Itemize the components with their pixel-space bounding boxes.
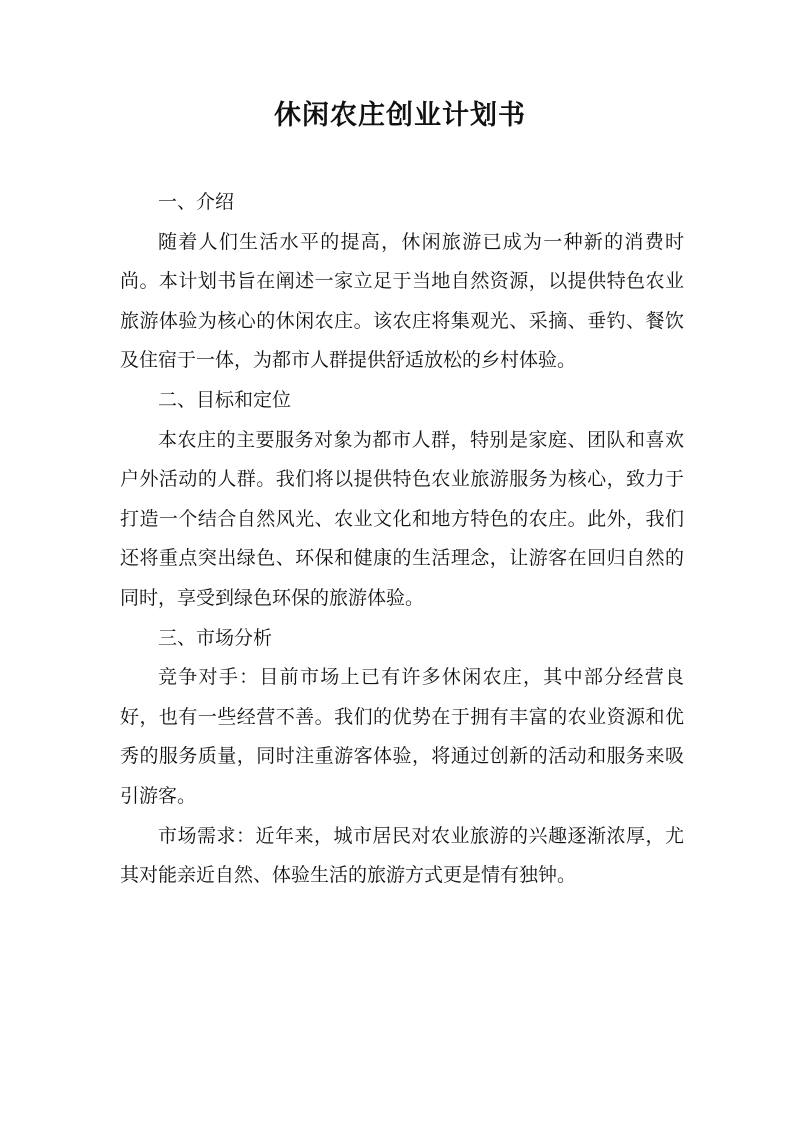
section-heading-market-analysis: 三、市场分析: [158, 626, 273, 649]
document-title: 休闲农庄创业计划书: [274, 100, 526, 131]
section-heading-goals-positioning: 二、目标和定位: [158, 388, 292, 411]
paragraph-goals-positioning: 本农庄的主要服务对象为都市人群，特别是家庭、团队和喜欢户外活动的人群。我们将以提供特色农业旅游服务为核心，致力于打造一个结合自然风光、农业文化和地方特色的农庄。此外，我们还将重点突出绿色、环保和健康的生活理念，让游客在回归自然的同时，享受到绿色环保的旅游体验。: [120, 428, 684, 609]
paragraph-introduction: 随着人们生活水平的提高，休闲旅游已成为一种新的消费时尚。本计划书旨在阐述一家立足于当地自然资源，以提供特色农业旅游体验为核心的休闲农庄。该农庄将集观光、采摘、垂钓、餐饮及住宿于一体，为都市人群提供舒适放松的乡村体验。: [120, 230, 684, 372]
paragraph-market-demand: 市场需求：近年来，城市居民对农业旅游的兴趣逐渐浓厚，尤其对能亲近自然、体验生活的旅游方式更是情有独钟。: [120, 824, 684, 887]
document-body: [120, 183, 684, 896]
section-heading-introduction: 一、介绍: [158, 191, 235, 213]
paragraph-competitors: 竞争对手：目前市场上已有许多休闲农庄，其中部分经营良好，也有一些经营不善。我们的优势在于拥有丰富的农业资源和优秀的服务质量，同时注重游客体验，将通过创新的活动和服务来吸引游客。: [120, 666, 684, 807]
